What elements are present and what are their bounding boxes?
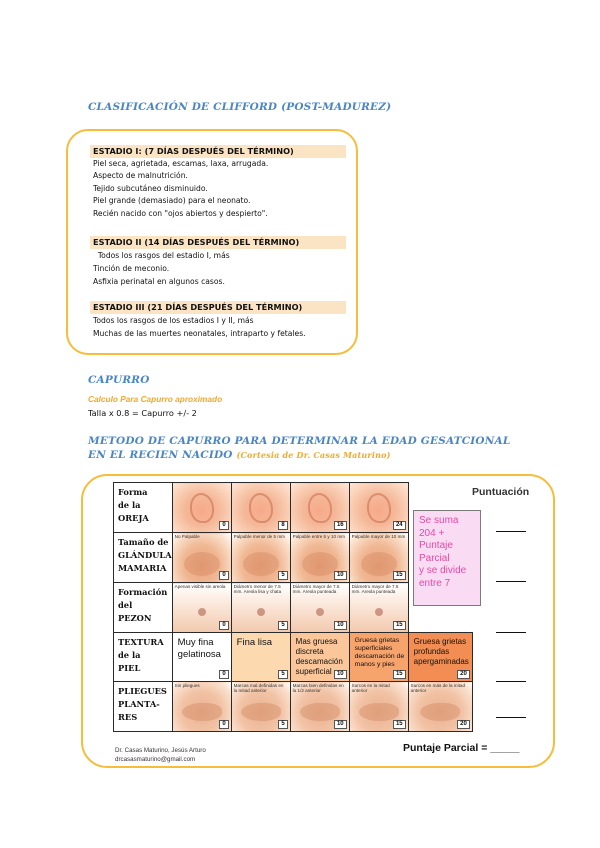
nipple-image	[290, 583, 349, 633]
ear-image	[290, 483, 349, 533]
baby-icon	[302, 552, 338, 576]
cell-text: Muy fina gelatinosa	[177, 637, 221, 660]
score-badge: 8	[278, 521, 287, 530]
score-badge: 5	[278, 720, 287, 729]
row-label	[114, 533, 173, 583]
cell-caption: Surcos en más de la mitad anterior	[410, 683, 466, 694]
calc-title: Calculo Para Capurro aproximado	[88, 394, 223, 404]
stage-1-line: Aspecto de malnutrición.	[93, 171, 188, 180]
author-credit: Dr. Casas Maturino, Jesús Arturo	[115, 747, 206, 754]
metodo-title	[88, 434, 528, 462]
puntuacion-label: Puntuación	[472, 486, 530, 498]
row-label-line: PEZON	[118, 613, 152, 623]
row-label	[114, 633, 173, 682]
foot-icon	[300, 703, 340, 721]
score-badge: 0	[219, 521, 228, 530]
stage-3-line: Muchas de las muertes neonatales, intraparto y fetales.	[93, 329, 306, 338]
note-line: Se suma	[419, 515, 459, 526]
table-row	[114, 682, 473, 732]
stage-1-line: Piel grande (demasiado) para el neonato.	[93, 196, 251, 205]
metodo-title-text: METODO DE CAPURRO PARA DETERMINAR LA EDAD GESATCIONAL EN EL RECIEN NACIDO	[88, 435, 511, 461]
skin-texture-cell	[349, 633, 408, 682]
cell-caption: Palpable entre 5 y 10 mm	[292, 534, 346, 539]
score-badge: 0	[219, 670, 228, 679]
stage-2-line: Asfixia perinatal en algunos casos.	[93, 277, 225, 286]
ear-icon	[249, 493, 273, 523]
cell-caption: Apenas visible sin areola	[174, 584, 226, 589]
nipple-icon	[198, 608, 206, 616]
row-label-line: Forma	[118, 487, 148, 497]
score-badge: 10	[334, 720, 347, 729]
nipple-icon	[257, 608, 265, 616]
score-badge: 10	[334, 670, 347, 679]
baby-icon	[243, 552, 279, 576]
row-label-line: Formación	[118, 587, 168, 597]
note-line: Parcial	[419, 552, 450, 564]
row-label	[114, 483, 173, 533]
author-email: drcasasmaturino@gmail.com	[115, 756, 196, 763]
score-blank-piel[interactable]	[496, 681, 526, 682]
score-badge: 5	[278, 670, 287, 679]
breast-image	[349, 533, 408, 583]
cell-caption: Diámetro mayor de 7.5 mm. Areola punteada	[351, 584, 399, 595]
score-badge: 15	[393, 621, 406, 630]
skin-texture-cell	[231, 633, 290, 682]
cell-caption: Sin pliegues	[174, 683, 200, 688]
foot-icon	[359, 703, 399, 721]
nipple-image	[172, 583, 231, 633]
note-line: Puntaje	[419, 540, 453, 551]
clifford-box	[66, 129, 358, 355]
row-label-line: del	[118, 600, 133, 610]
table-row	[114, 633, 473, 682]
row-label-line: de la	[118, 650, 141, 660]
score-badge: 10	[334, 571, 347, 580]
cell-text: Fina lisa	[236, 637, 273, 648]
foot-image	[349, 682, 408, 732]
breast-image	[172, 533, 231, 583]
breast-image	[231, 533, 290, 583]
score-blank-pezon[interactable]	[496, 632, 526, 633]
score-badge: 15	[393, 720, 406, 729]
calc-formula: Talla x 0.8 = Capurro +/- 2	[88, 408, 197, 418]
baby-icon	[184, 552, 220, 576]
ear-icon	[367, 493, 391, 523]
foot-image	[290, 682, 349, 732]
cell-caption: Marcas bien definidas en la 1/2 anterior	[292, 683, 344, 694]
row-label-line: OREJA	[118, 513, 149, 523]
capurro-frame	[81, 474, 555, 768]
foot-icon	[182, 703, 222, 721]
score-badge: 10	[334, 621, 347, 630]
ear-icon	[308, 493, 332, 523]
cell-text: Gruesa grietas superficiales descamación de manos y pies	[354, 637, 405, 668]
cell-text: Mas gruesa discreta descamación superficial	[295, 637, 343, 676]
foot-icon	[241, 703, 281, 721]
stage-2-line: Tinción de meconio.	[93, 264, 170, 273]
nipple-image	[349, 583, 408, 633]
stage-1-heading: ESTADIO I: (7 DÍAS DESPUÉS DEL TÉRMINO)	[90, 145, 346, 158]
foot-image	[408, 682, 472, 732]
stage-3-line: Todos los rasgos de los estadios I y II, más	[93, 316, 254, 325]
score-blank-pliegues[interactable]	[496, 717, 526, 718]
score-badge: 15	[393, 670, 406, 679]
score-badge: 0	[219, 720, 228, 729]
breast-image	[290, 533, 349, 583]
cell-text: Gruesa grietas profundas apergaminadas	[413, 637, 469, 666]
ear-icon	[190, 493, 214, 523]
score-badge: 5	[278, 571, 287, 580]
foot-image	[231, 682, 290, 732]
skin-texture-cell	[408, 633, 472, 682]
row-label	[114, 583, 173, 633]
capurro-title: CAPURRO	[88, 374, 150, 386]
score-badge: 16	[334, 521, 347, 530]
ear-image	[172, 483, 231, 533]
cell-caption: Surcos en la mitad anterior	[351, 683, 390, 694]
cell-caption: Marcas mal definidas en la mitad anterior	[233, 683, 284, 694]
score-badge: 0	[219, 571, 228, 580]
note-line: 204 +	[419, 527, 445, 539]
cell-caption: Palpable mayor de 10 mm	[351, 534, 406, 539]
cell-caption: Palpable menor de 5 mm	[233, 534, 285, 539]
skin-texture-cell	[290, 633, 349, 682]
score-blank-glandula[interactable]	[496, 581, 526, 582]
baby-icon	[361, 552, 397, 576]
foot-icon	[420, 703, 460, 721]
ear-image	[231, 483, 290, 533]
note-line: entre 7	[419, 577, 451, 589]
row-label-line: PIEL	[118, 663, 141, 673]
skin-texture-cell	[172, 633, 231, 682]
row-label-line: PLIEGUES	[118, 686, 167, 696]
nipple-icon	[375, 608, 383, 616]
row-label-line: TEXTURA	[118, 637, 164, 647]
stage-2-heading: ESTADIO II (14 DÍAS DESPUÉS DEL TÉRMINO)	[90, 236, 346, 249]
score-badge: 24	[393, 521, 406, 530]
row-label-line: MAMARIA	[118, 563, 167, 573]
row-label-line: de la	[118, 500, 141, 510]
foot-image	[172, 682, 231, 732]
cell-caption: Diámetro menor de 7.5 mm. Areola lisa y chata	[233, 584, 282, 595]
row-label-line: PLANTA-	[118, 699, 160, 709]
note-line: y se divide	[419, 565, 467, 576]
ear-image	[349, 483, 408, 533]
stage-2-line: Todos los rasgos del estadio I, más	[93, 251, 230, 260]
metodo-credit: (Cortesia de Dr. Casas Maturino)	[236, 450, 391, 460]
row-label-line: RES	[118, 712, 138, 722]
nipple-icon	[316, 608, 324, 616]
cell-caption: Diámetro mayor de 7.5 mm. Areola punteada	[292, 584, 340, 595]
nipple-image	[231, 583, 290, 633]
score-badge: 5	[278, 621, 287, 630]
cell-caption: No Palpable	[174, 534, 200, 539]
row-label	[114, 682, 173, 732]
stage-1-line: Recién nacido con "ojos abiertos y despierto".	[93, 209, 268, 218]
stage-1-line: Piel seca, agrietada, escamas, laxa, arrugada.	[93, 159, 269, 168]
score-badge: 0	[219, 621, 228, 630]
puntaje-parcial-label: Puntaje Parcial = _____	[403, 742, 520, 754]
row-label-line: Tamaño de	[118, 537, 169, 547]
sum-note	[413, 510, 481, 606]
score-badge: 20	[457, 670, 470, 679]
clifford-title: CLASIFICACIÓN DE CLIFFORD (POST-MADUREZ)	[88, 101, 392, 113]
row-label-line: GLÁNDULA	[118, 550, 172, 560]
score-blank-oreja[interactable]	[496, 531, 526, 532]
score-badge: 20	[457, 720, 470, 729]
score-badge: 15	[393, 571, 406, 580]
stage-1-line: Tejido subcutáneo disminuido.	[93, 184, 208, 193]
stage-3-heading: ESTADIO III (21 DÍAS DESPUÉS DEL TÉRMINO)	[90, 301, 346, 314]
